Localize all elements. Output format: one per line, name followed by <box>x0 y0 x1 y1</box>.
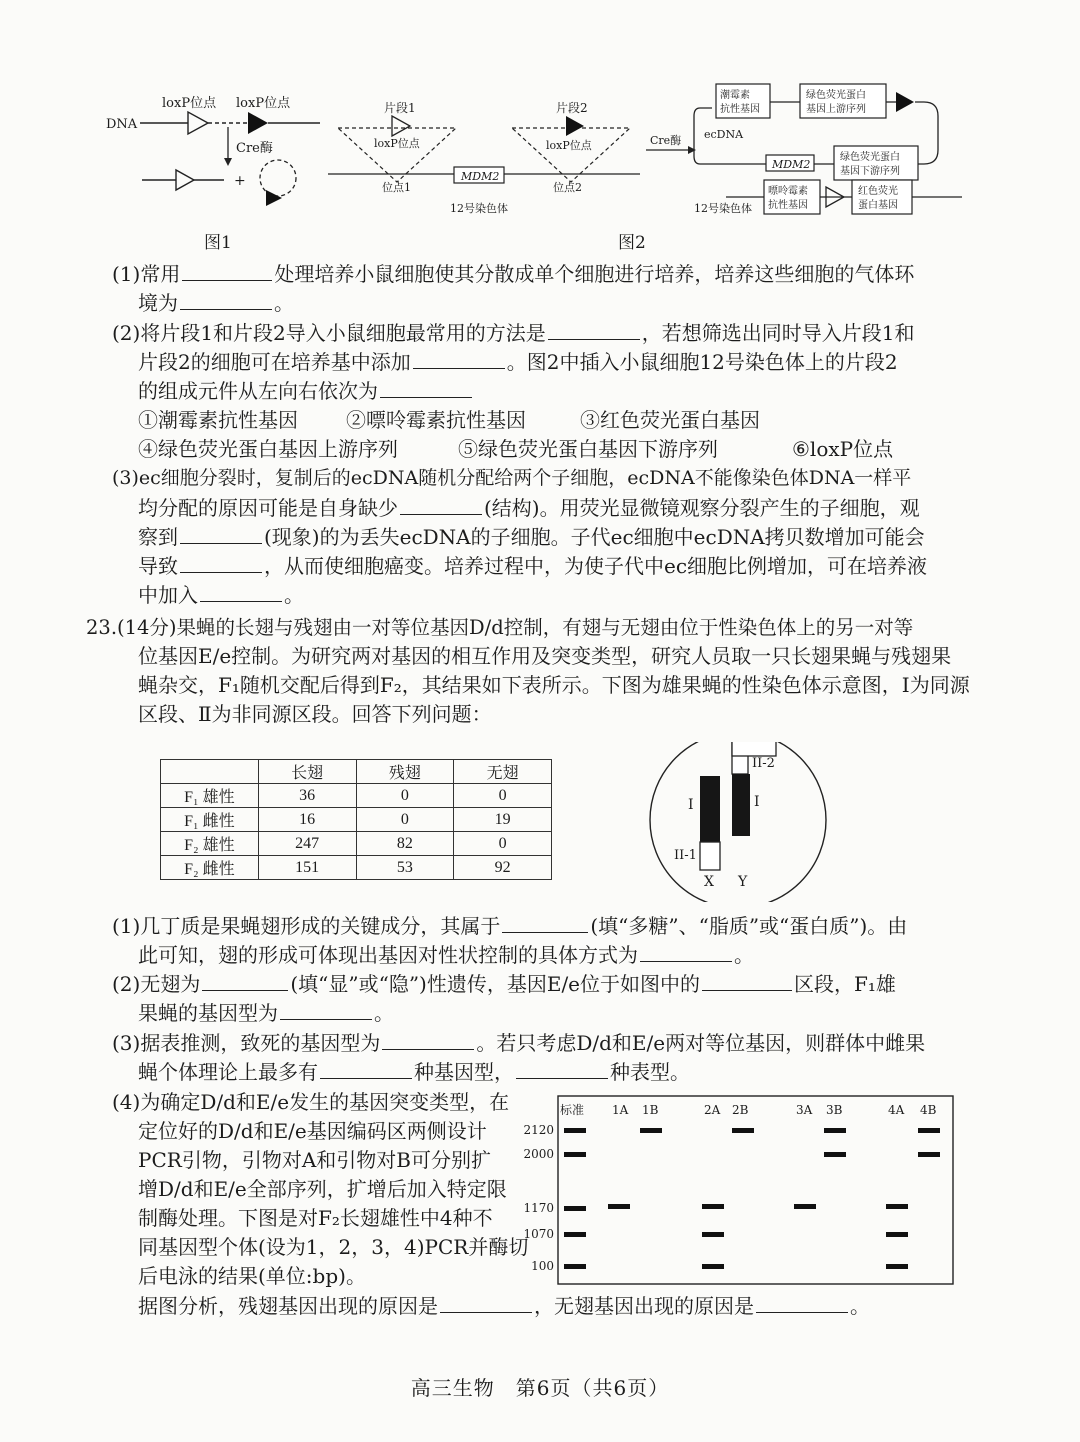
fig2-mdm2: MDM2 <box>461 170 500 183</box>
table-cell: 0 <box>356 808 454 832</box>
table-cell: 19 <box>454 808 552 832</box>
q23-part4-line5: 制酶处理。下图是对F₂长翅雄性中4种不 <box>138 1206 493 1230</box>
label-ii-1: II-1 <box>674 848 697 863</box>
table-cell: F₁ 雄性 <box>161 784 259 808</box>
fig1-loxp-left-label: loxP位点 <box>162 96 217 111</box>
label-i-right: I <box>754 794 760 810</box>
answer-blank[interactable] <box>502 912 588 933</box>
loxp-filled-triangle-icon <box>248 112 268 134</box>
option-4: ④绿色荧光蛋白基因上游序列 <box>138 437 398 461</box>
option-3: ③红色荧光蛋白基因 <box>580 408 760 432</box>
gel-band <box>702 1264 724 1269</box>
q22-part1-line2: 境为 。 <box>138 291 294 315</box>
q22-part3-line5: 中加入 。 <box>138 583 304 607</box>
gel-band <box>886 1232 908 1237</box>
fig2-chr12-b: 12号染色体 <box>694 202 752 215</box>
q23-part4-line8: 据图分析，残翅基因出现的原因是 ，无翅基因出现的原因是 。 <box>138 1294 870 1318</box>
gel-band <box>918 1152 940 1157</box>
label-x: X <box>704 874 714 890</box>
lane-label: 1A <box>612 1103 629 1117</box>
fig2-puro-gene: 嘌呤霉素 <box>768 186 808 197</box>
q23-part2-line1: (2)无翅为 (填“显”或“隐”)性遗传，基因E/e位于如图中的 区段，F₁雄 <box>112 972 896 996</box>
answer-blank[interactable] <box>180 523 262 544</box>
lane-label: 3B <box>826 1103 843 1117</box>
q23-intro-line1: 23.(14分)果蝇的长翅与残翅由一对等位基因D/d控制，有翅与无翅由位于性染色体上的另一对等 <box>86 616 914 639</box>
gel-band <box>702 1204 724 1209</box>
fig1-loxp-right-label: loxP位点 <box>236 96 291 111</box>
gel-band <box>918 1128 940 1133</box>
table-cell: 0 <box>454 784 552 808</box>
lane-label: 标准 <box>560 1103 585 1117</box>
q22-part2-line2: 片段2的细胞可在培养基中添加 。图2中插入小鼠细胞12号染色体上的片段2 <box>138 350 898 374</box>
answer-blank[interactable] <box>640 941 732 962</box>
gel-band <box>732 1128 754 1133</box>
q23-part2-line2: 果蝇的基因型为 。 <box>138 1001 394 1025</box>
size-label: 2000 <box>523 1147 554 1161</box>
gel-band <box>886 1264 908 1269</box>
table-cell: 247 <box>258 832 356 856</box>
gel-band <box>564 1128 586 1133</box>
fig2-loxp-b: loxP位点 <box>546 139 592 152</box>
svg-text:基因下游序列: 基因下游序列 <box>840 166 900 177</box>
table-row <box>161 856 552 880</box>
table-cell: F₂ 雌性 <box>161 856 259 880</box>
lane-label: 1B <box>642 1103 659 1117</box>
answer-blank[interactable] <box>380 377 472 398</box>
q23-part4-line3: PCR引物，引物对A和引物对B可分别扩 <box>138 1148 491 1172</box>
q23-part3-line2: 蝇个体理论上最多有 种基因型， 种表型。 <box>138 1060 690 1084</box>
figures-svg <box>0 60 1080 260</box>
option-6: ⑥loxP位点 <box>792 437 894 461</box>
gel-band <box>702 1232 724 1237</box>
circular-dna <box>260 160 296 196</box>
gel-band <box>824 1128 846 1133</box>
fig2-site1: 位点1 <box>382 181 411 194</box>
q22-part2-line1: (2)将片段1和片段2导入小鼠细胞最常用的方法是 ，若想筛选出同时导入片段1和 <box>112 321 915 345</box>
q22-part3-line1: (3)ec细胞分裂时，复制后的ecDNA随机分配给两个子细胞，ecDNA不能像染色体DNA一样平 <box>112 467 912 489</box>
table-cell: 36 <box>258 784 356 808</box>
q23-part4-line2: 定位好的D/d和E/e基因编码区两侧设计 <box>138 1119 487 1143</box>
right-arrow-icon <box>688 146 696 154</box>
gel-band <box>564 1232 586 1237</box>
fig2-gfp-up: 绿色荧光蛋白 <box>806 90 866 101</box>
size-label: 100 <box>531 1259 554 1273</box>
table-cell: 0 <box>454 832 552 856</box>
fig2-fragment2: 片段2 <box>556 101 588 115</box>
table-cell: 151 <box>258 856 356 880</box>
answer-blank[interactable] <box>320 1058 412 1079</box>
table-header-cell: 无翅 <box>454 760 552 784</box>
answer-blank[interactable] <box>413 348 505 369</box>
gel-band <box>794 1204 816 1209</box>
page-footer: 高三生物 第6页（共6页） <box>410 1376 670 1400</box>
q23-part4-line7: 后电泳的结果(单位:bp)。 <box>138 1264 366 1288</box>
answer-blank[interactable] <box>548 319 640 340</box>
q22-part1-line1: (1)常用 处理培养小鼠细胞使其分散成单个细胞进行培养，培养这些细胞的气体环 <box>112 262 915 286</box>
fig2-gfp-down: 绿色荧光蛋白 <box>840 152 900 163</box>
option-1: ①潮霉素抗性基因 <box>138 408 298 432</box>
svg-text:蛋白基因: 蛋白基因 <box>858 200 898 211</box>
lane-label: 4B <box>920 1103 937 1117</box>
answer-blank[interactable] <box>400 494 482 515</box>
fig2-rfp-gene: 红色荧光 <box>858 186 898 197</box>
figure-1 <box>106 95 320 253</box>
q22-part3-line3: 察到 (现象)的为丢失ecDNA的子细胞。子代ec细胞中ecDNA拷贝数增加可能会 <box>138 525 925 549</box>
lane-label: 2B <box>732 1103 749 1117</box>
q23-part4-line1: (4)为确定D/d和E/e发生的基因突变类型，在 <box>112 1090 510 1114</box>
table-row <box>161 808 552 832</box>
answer-blank[interactable] <box>756 1292 848 1313</box>
q23-part4-line4: 增D/d和E/e全部序列，扩增后加入特定限 <box>138 1177 507 1201</box>
table-header-row <box>161 760 552 784</box>
fig2-fragment1: 片段1 <box>384 101 416 115</box>
answer-blank[interactable] <box>202 970 288 991</box>
gel-band <box>640 1128 662 1133</box>
fig2-ecdna: ecDNA <box>704 128 744 141</box>
table-cell: 16 <box>258 808 356 832</box>
svg-text:抗性基因: 抗性基因 <box>768 200 808 211</box>
lane-label: 3A <box>796 1103 813 1117</box>
q23-part4-line6: 同基因型个体(设为1，2，3，4)PCR并酶切 <box>138 1235 529 1259</box>
figure-2 <box>328 84 962 253</box>
table-row <box>161 832 552 856</box>
table-cell: F₁ 雌性 <box>161 808 259 832</box>
label-ii-2: II-2 <box>752 756 775 771</box>
label-i-left: I <box>688 797 694 813</box>
fig2-chr12: 12号染色体 <box>450 202 508 215</box>
fig2-cre: Cre酶 <box>650 134 682 147</box>
gel-band <box>564 1264 586 1269</box>
label-y: Y <box>738 874 748 890</box>
size-label: 2120 <box>523 1123 554 1137</box>
fig2-caption: 图2 <box>618 233 646 253</box>
fig1-cre-label: Cre酶 <box>236 141 273 156</box>
table-cell: 0 <box>356 784 454 808</box>
fig1-plus: + <box>234 173 246 189</box>
answer-blank[interactable] <box>702 970 792 991</box>
q23-part1-line2: 此可知，翅的形成可体现出基因对性状控制的具体方式为 。 <box>138 943 754 967</box>
down-arrow-icon <box>224 158 232 166</box>
q23-part3-line1: (3)据表推测，致死的基因型为 。若只考虑D/d和E/e两对等位基因，则群体中雌果 <box>112 1031 926 1055</box>
table-row <box>161 784 552 808</box>
size-label: 1070 <box>523 1227 554 1241</box>
answer-blank[interactable] <box>180 289 272 310</box>
q22-part3-line2: 均分配的原因可能是自身缺少 (结构)。用荧光显微镜观察分裂产生的子细胞，观 <box>138 496 920 520</box>
result-table <box>160 759 552 880</box>
table-cell: 53 <box>356 856 454 880</box>
answer-blank[interactable] <box>440 1292 532 1313</box>
fig2-mdm2-b: MDM2 <box>772 158 811 171</box>
q23-part1-line1: (1)几丁质是果蝇翅形成的关键成分，其属于 (填“多糖”、“脂质”或“蛋白质”)。由 <box>112 914 908 938</box>
table-header-cell: 残翅 <box>356 760 454 784</box>
q22-part2-line3: 的组成元件从左向右依次为 <box>138 377 474 406</box>
loxp-open-triangle-icon <box>188 112 208 134</box>
answer-blank[interactable] <box>180 552 262 573</box>
fig2-neo-gene: 潮霉素 <box>720 90 750 101</box>
table-header-cell <box>161 760 259 784</box>
table-cell: 92 <box>454 856 552 880</box>
svg-text:基因上游序列: 基因上游序列 <box>806 104 866 115</box>
lane-label: 2A <box>704 1103 721 1117</box>
sex-chromosome-diagram <box>646 742 832 902</box>
option-2: ②嘌呤霉素抗性基因 <box>346 408 526 432</box>
answer-blank[interactable] <box>200 581 282 602</box>
answer-blank[interactable] <box>382 1029 474 1050</box>
svg-text:抗性基因: 抗性基因 <box>720 104 760 115</box>
fig2-site2: 位点2 <box>553 181 582 194</box>
gel-band <box>608 1204 630 1209</box>
fig1-dna-label: DNA <box>106 117 138 132</box>
fig2-loxp-a: loxP位点 <box>374 137 420 150</box>
gel-electrophoresis <box>520 1094 960 1288</box>
answer-blank[interactable] <box>280 999 372 1020</box>
q23-intro-line3: 蝇杂交，F₁随机交配后得到F₂，其结果如下表所示。下图为雄果蝇的性染色体示意图，Ⅰ为同源 <box>138 673 970 697</box>
q23-intro-line2: 位基因E/e控制。为研究两对基因的相互作用及突变类型，研究人员取一只长翅果蝇与残翅果 <box>138 644 952 668</box>
table-cell: F₂ 雄性 <box>161 832 259 856</box>
size-label: 1170 <box>523 1201 554 1215</box>
table-cell: 82 <box>356 832 454 856</box>
option-5: ⑤绿色荧光蛋白基因下游序列 <box>458 437 718 461</box>
answer-blank[interactable] <box>182 260 272 281</box>
gel-band <box>886 1204 908 1209</box>
lane-label: 4A <box>888 1103 905 1117</box>
gel-band <box>824 1152 846 1157</box>
q22-part3-line4: 导致 ，从而使细胞癌变。培养过程中，为使子代中ec细胞比例增加，可在培养液 <box>138 554 928 578</box>
answer-blank[interactable] <box>516 1058 608 1079</box>
q23-intro-line4: 区段、Ⅱ为非同源区段。回答下列问题： <box>138 702 492 726</box>
fig1-caption: 图1 <box>204 233 232 253</box>
table-header-cell: 长翅 <box>258 760 356 784</box>
gel-band <box>564 1152 586 1157</box>
gel-band <box>564 1206 586 1211</box>
